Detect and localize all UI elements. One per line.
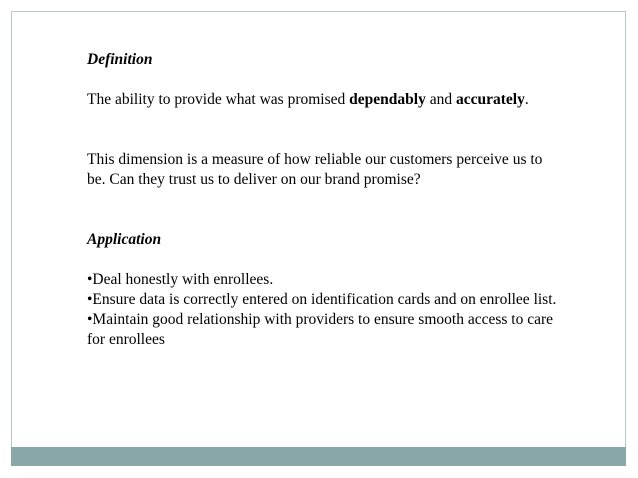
definition-bold-dependably: dependably [349, 91, 426, 108]
application-heading: Application [87, 231, 162, 248]
definition-text [87, 90, 557, 110]
spacer [87, 70, 557, 90]
list-item: •Ensure data is correctly entered on identification cards and on enrollee list. [87, 291, 557, 308]
spacer [87, 110, 557, 150]
application-bullet-list [87, 270, 557, 350]
spacer [87, 250, 557, 270]
list-item: •Deal honestly with enrollees. [87, 271, 274, 288]
spacer [87, 190, 557, 230]
list-item: •Maintain good relationship with providers to ensure smooth access to care for enrollees [87, 311, 554, 348]
definition-heading: Definition [87, 51, 153, 68]
definition-bold-accurately: accurately [455, 91, 525, 108]
definition-text-part: . [524, 91, 529, 108]
definition-text-part: The ability to provide what was promised [87, 91, 350, 108]
dimension-text: This dimension is a measure of how reliable our customers perceive us to be. Can they trust us to deliver on our brand promise? [87, 151, 543, 188]
definition-text-part: and [425, 91, 456, 108]
footer-band [11, 447, 626, 466]
slide-content [87, 50, 557, 350]
